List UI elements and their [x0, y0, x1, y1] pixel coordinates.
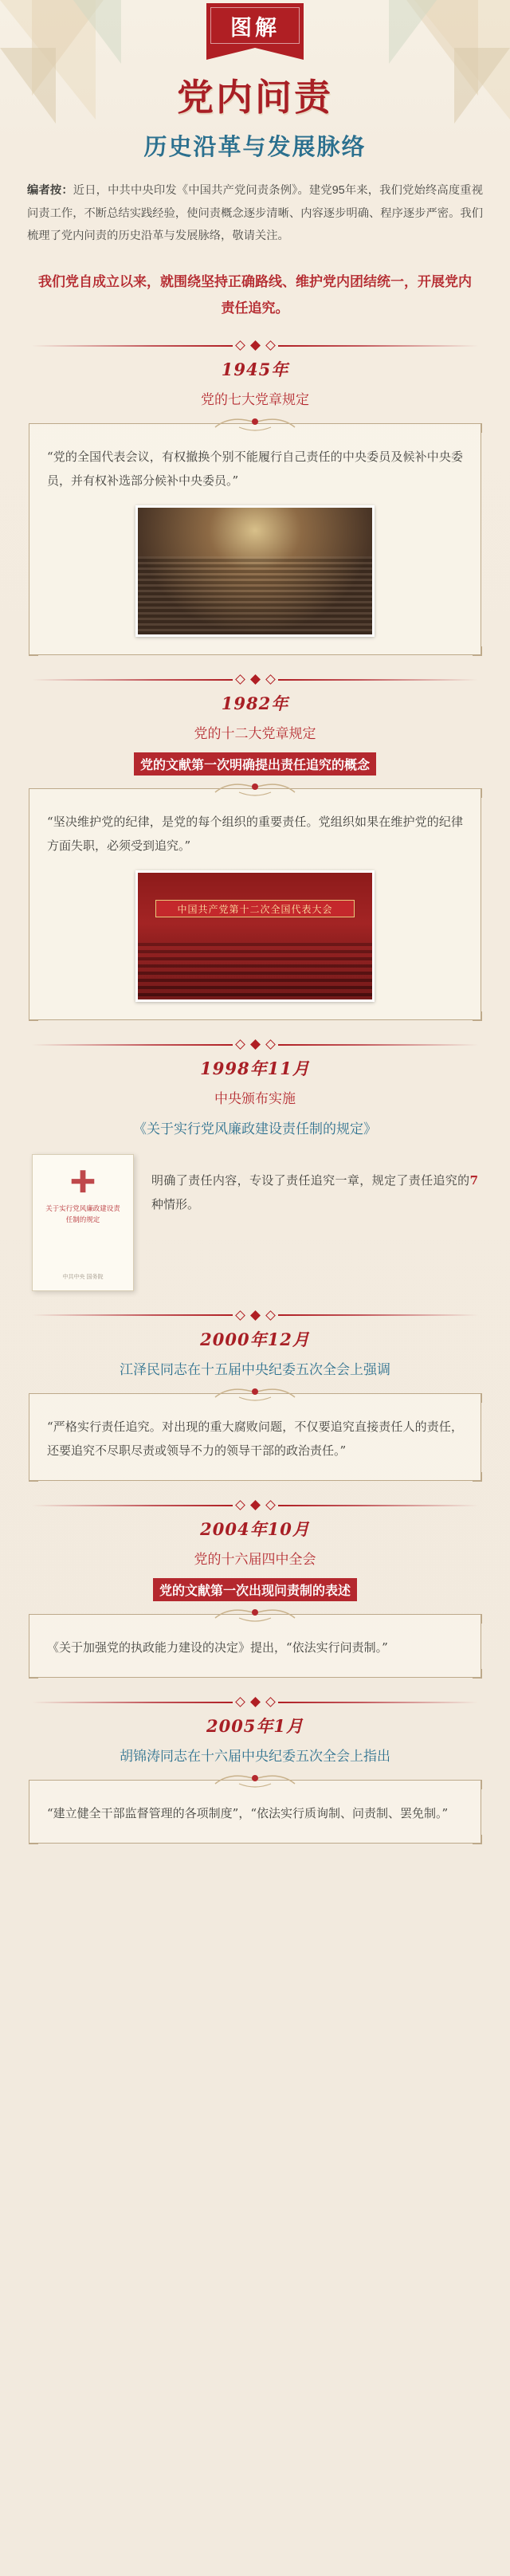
quote-text: “党的全国代表会议，有权撤换个别不能履行自己责任的中央委员及候补中央委员，并有权补选部分候补中央委员。”: [47, 450, 463, 489]
page-subtitle: 历史沿革与发展脉络: [143, 133, 367, 160]
timeline-section-2005: [0, 1698, 510, 1844]
section-event: 党的十六届四中全会: [194, 1552, 316, 1567]
section-divider: [32, 676, 478, 683]
quote-card: [29, 788, 481, 1020]
editor-note-text: 近日，中共中央印发《中国共产党问责条例》。建党95年来，我们党始终高度重视问责工作，不断总结实践经验，使问责概念逐步清晰、内容逐步明确、程序逐步严密。我们梳理了党内问责的历史沿革与发展脉络，敬请关注。: [27, 184, 484, 243]
quote-text: “严格实行责任追究。对出现的重大腐败问题，不仅要追究直接责任人的责任，还要追究不尽职尽责或领导不力的领导干部的政治责任。”: [47, 1420, 463, 1458]
card-ornament-icon: [207, 1381, 303, 1405]
historic-photo-1945: [135, 505, 375, 637]
badge-label: 图解: [230, 15, 280, 41]
header-badge-ribbon: [0, 0, 510, 48]
description-pre: 明确了责任内容，专设了责任追究一章，规定了责任追究的: [151, 1172, 470, 1188]
quote-card: [29, 1614, 481, 1678]
section-year: 1945年: [221, 359, 289, 380]
section-year: 2005年1月: [206, 1716, 304, 1737]
editor-note-label: 编者按：: [27, 184, 73, 197]
quote-card: [29, 423, 481, 655]
page-title: 党内问责: [177, 76, 333, 119]
section-event: 党的十二大党章规定: [194, 726, 316, 742]
document-cover-footer: 中共中央 国务院: [62, 1274, 104, 1280]
section-divider: [32, 342, 478, 349]
section-divider: [32, 1698, 478, 1706]
section-highlight: 党的文献第一次出现问责制的表述: [153, 1578, 357, 1601]
section-year: 2004年10月: [200, 1519, 310, 1539]
lead-statement: 我们党自成立以来，就围绕坚持正确路线、维护党内团结统一，开展党内责任追究。: [38, 273, 472, 316]
section-divider: [32, 1502, 478, 1509]
quote-text: “坚决维护党的纪律，是党的每个组织的重要责任。党组织如果在维护党的纪律方面失职，必须受到追究。”: [47, 815, 463, 854]
quote-text: 《关于加强党的执政能力建设的决定》提出，“依法实行问责制。”: [47, 1640, 388, 1655]
description-number: 7: [469, 1172, 478, 1188]
section-divider: [32, 1312, 478, 1319]
section-event: 胡锦涛同志在十六届中央纪委五次全会上指出: [120, 1749, 390, 1765]
historic-photo-1982: [135, 870, 375, 1002]
section-year: 1982年: [221, 693, 289, 714]
description-post: 种情形。: [151, 1196, 200, 1211]
timeline-section-2000: [0, 1312, 510, 1481]
ribbon-inner-border: [210, 7, 300, 44]
card-ornament-icon: [207, 776, 303, 800]
timeline-section-2004: [0, 1502, 510, 1678]
photo-banner-text: 中国共产党第十二次全国代表大会: [155, 900, 355, 917]
section-document-title: 《关于实行党风廉政建设责任制的规定》: [133, 1121, 377, 1137]
section-year: 2000年12月: [200, 1329, 310, 1349]
section-event: 中央颁布实施: [214, 1091, 296, 1107]
document-cover-title: 关于实行党风廉政建设责任制的规定: [45, 1204, 120, 1224]
quote-text: “建立健全干部监督管理的各项制度”，“依法实行质询制、问责制、罢免制。”: [47, 1806, 449, 1821]
timeline-section-1982: [0, 676, 510, 1020]
document-description: [151, 1154, 478, 1216]
section-event: 江泽民同志在十五届中央纪委五次全会上强调: [120, 1361, 390, 1377]
party-emblem-icon: [69, 1168, 96, 1195]
document-cover: [32, 1154, 134, 1291]
card-ornament-icon: [207, 411, 303, 435]
timeline-section-1998: [0, 1041, 510, 1290]
document-row: [32, 1154, 478, 1291]
section-highlight: 党的文献第一次明确提出责任追究的概念: [134, 752, 376, 776]
timeline-section-1945: [0, 342, 510, 655]
quote-card: [29, 1780, 481, 1844]
section-divider: [32, 1041, 478, 1048]
editor-note: [27, 179, 483, 248]
card-ornament-icon: [207, 1768, 303, 1792]
section-event: 党的七大党章规定: [201, 392, 309, 408]
section-year: 1998年11月: [200, 1058, 310, 1079]
card-ornament-icon: [207, 1602, 303, 1626]
quote-card: [29, 1393, 481, 1481]
